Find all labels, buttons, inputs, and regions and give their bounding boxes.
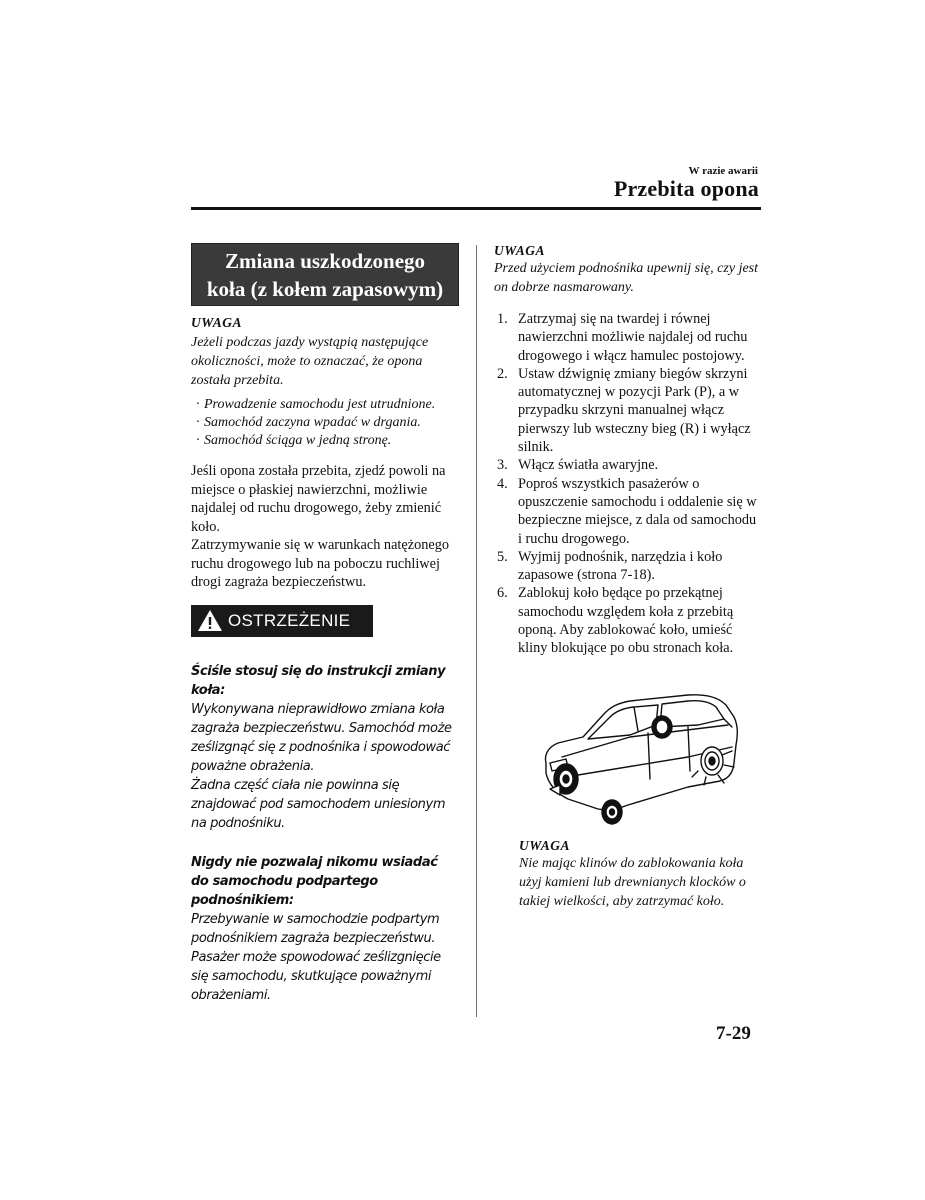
running-header-section: W razie awarii	[688, 165, 758, 177]
step-text: Poproś wszystkich pasażerów o opuszczenie samochodu i oddalenie się w bezpieczne miejsce, z dala od samochodu i ruchu drogowego.	[518, 475, 757, 547]
warning-text: Przebywanie w samochodzie podpartym podnośnikiem zagraża bezpieczeństwu. Pasażer może spowodować ześlizgnięcie się samochodu, skutkujące poważnymi obrażeniami.	[191, 911, 441, 1003]
paragraph: Zatrzymywanie się w warunkach natężonego ruchu drogowego lub na poboczu ruchliwej drogi zagraża bezpieczeństwu.	[191, 537, 450, 590]
step-item	[494, 548, 762, 585]
step-text: Zablokuj koło będące po przekątnej samochodu względem koła z przebitą oponą. Aby zablokować koło, umieść kliny blokujące po obu stronach koła.	[518, 585, 734, 657]
warning-banner	[191, 605, 373, 637]
step-number: 3.	[497, 457, 508, 474]
left-column	[191, 243, 459, 1005]
note-box-2	[519, 838, 759, 911]
step-text: Ustaw dźwignię zmiany biegów skrzyni automatycznej w pozycji Park (P), a w przypadku skrzyni manualnej włącz pierwszy lub wsteczny bieg (R) i wyłącz silnik.	[518, 365, 751, 456]
warning-text: Wykonywana nieprawidłowo zmiana koła zagraża bezpieczeństwu. Samochód może ześlizgnąć się z podnośnika i spowodować poważne obrażenia.	[191, 701, 452, 774]
section-title	[191, 243, 459, 306]
note-text: Nie mając klinów do zablokowania koła użyj kamieni lub drewnianych klocków o takiej wielkości, aby zatrzymać koło.	[519, 856, 746, 909]
step-number: 6.	[497, 585, 508, 602]
warning-block-2	[191, 853, 459, 1005]
step-item	[494, 584, 762, 657]
warning-heading: Nigdy nie pozwalaj nikomu wsiadać do samochodu podpartego podnośnikiem:	[191, 854, 438, 908]
running-header-title: Przebita opona	[613, 176, 759, 201]
list-item: · Samochód zaczyna wpadać w drgania.	[196, 414, 459, 432]
note-text: Przed użyciem podnośnika upewnij się, czy jest on dobrze nasmarowany.	[494, 261, 759, 295]
steps-list	[494, 310, 762, 658]
column-divider	[476, 245, 477, 1017]
symptom-list	[191, 396, 459, 450]
paragraph: Jeśli opona została przebita, zjedź powoli na miejsce o płaskiej nawierzchni, możliwie najdalej od ruchu drogowego, żeby zmienić koło.	[191, 463, 446, 535]
header-rule	[191, 207, 761, 210]
warning-triangle-icon	[195, 607, 225, 635]
car-wheel-chock-illustration	[538, 685, 748, 835]
right-column	[494, 243, 762, 658]
list-item: · Samochód ściąga w jedną stronę.	[196, 432, 459, 450]
section-title-line-1: Zmiana uszkodzonego	[224, 249, 426, 273]
page-number: 7-29	[716, 1023, 751, 1044]
note-label: UWAGA	[191, 315, 243, 330]
section-title-line-2: koła (z kołem zapasowym)	[206, 277, 444, 301]
step-number: 4.	[497, 475, 508, 492]
step-text: Zatrzymaj się na twardej i równej nawierzchni możliwie najdalej od ruchu drogowego i włącz hamulec postojowy.	[518, 311, 748, 364]
step-item	[494, 456, 762, 474]
step-text: Wyjmij podnośnik, narzędzia i koło zapasowe (strona 7-18).	[518, 548, 723, 584]
warning-block-1	[191, 662, 459, 833]
step-number: 2.	[497, 365, 508, 382]
warning-heading: Ściśle stosuj się do instrukcji zmiany koła:	[191, 663, 446, 698]
step-number: 1.	[497, 311, 508, 327]
body-text	[191, 462, 459, 592]
list-item: · Prowadzenie samochodu jest utrudnione.	[196, 396, 459, 414]
note-label: UWAGA	[519, 838, 571, 853]
note-text: Jeżeli podczas jazdy wystąpią następujące okoliczności, może to oznaczać, że opona została przebita.	[191, 335, 429, 388]
step-item	[494, 365, 762, 456]
note-label: UWAGA	[494, 243, 546, 258]
warning-label: OSTRZEŻENIE	[228, 610, 351, 630]
step-text: Włącz światła awaryjne.	[518, 457, 659, 474]
step-number: 5.	[497, 548, 508, 565]
warning-text: Żadna część ciała nie powinna się znajdować pod samochodem uniesionym na podnośniku.	[191, 777, 446, 831]
step-item	[494, 475, 762, 548]
step-item	[494, 310, 762, 365]
